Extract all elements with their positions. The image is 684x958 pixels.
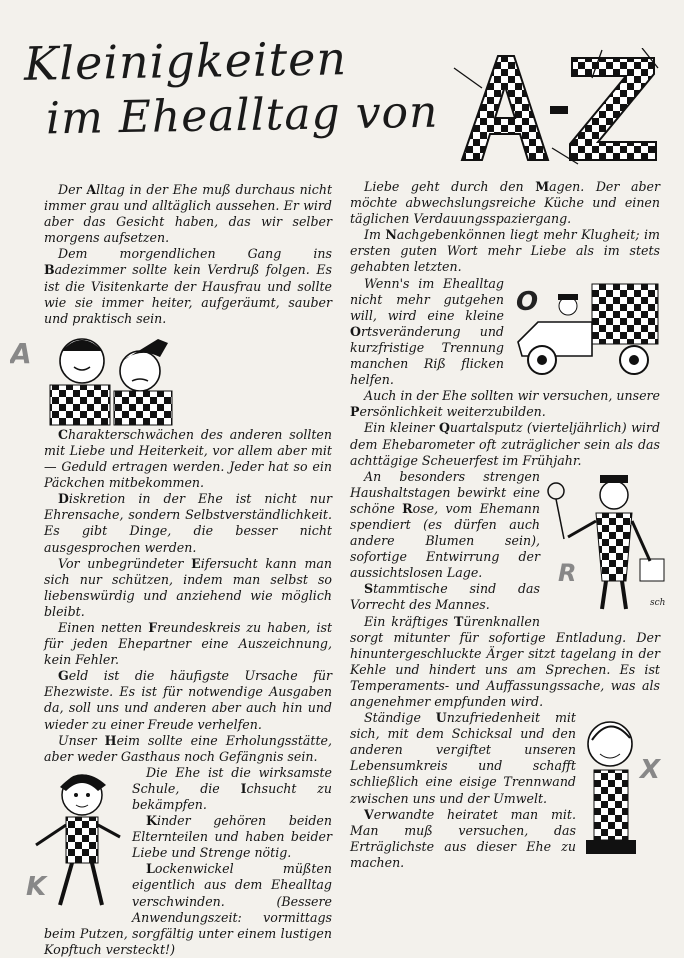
paragraph-h: Unser Heim sollte eine Erholungsstätte, aber weder Gasthaus noch Gefängnis sein. bbox=[44, 732, 332, 764]
az-logo bbox=[452, 48, 662, 166]
paragraph-q: Ein kleiner Quartalsputz (vierteljährlich) wird dem Ehebarometer oft zuträglicher sein als das achttägige Scheuerfest im Frühjahr. bbox=[350, 420, 661, 468]
paragraph-p: Auch in der Ehe sollten wir versuchen, unsere Persönlichkeit weiterzubilden. bbox=[350, 388, 660, 420]
initial-letter: U bbox=[435, 710, 447, 726]
initial-letter: E bbox=[191, 555, 201, 571]
title-line-2: im Ehealltag von bbox=[45, 86, 439, 145]
paragraph-k: Kinder gehören beiden Elternteilen und haben beider Liebe und Strenge nötig. bbox=[132, 813, 332, 861]
letter-a-mark: A bbox=[10, 336, 32, 370]
paragraph-m: Liebe geht durch den Magen. Der aber möchte abwechslungsreiche Küche und einen täglichen Verdauungsspaziergang. bbox=[350, 179, 660, 227]
initial-letter: F bbox=[148, 619, 158, 635]
initial-letter: H bbox=[104, 732, 117, 748]
initial-letter: V bbox=[364, 806, 374, 822]
initial-letter: M bbox=[535, 179, 550, 194]
illustration-child bbox=[26, 765, 130, 915]
initial-letter: K bbox=[146, 813, 157, 829]
letter-k-mark: K bbox=[26, 871, 47, 902]
illustration-bust bbox=[580, 710, 670, 860]
paragraph-u: Ständige Unzufriedenheit mit sich, mit dem Schicksal und den anderen vergiftet unseren Lebensumkreis und schafft schließlich eine eisige Trennwand zwischen uns und der Umwelt. bbox=[350, 710, 576, 806]
letter-o-mark: O bbox=[516, 286, 539, 317]
right-column bbox=[350, 179, 666, 871]
initial-letter: S bbox=[364, 581, 374, 597]
artist-signature: sch bbox=[650, 597, 666, 608]
illustration-man-with-rose bbox=[546, 469, 670, 619]
paragraph-b: Dem morgendlichen Gang ins Badezimmer sollte kein Verdruß folgen. Es ist die Visitenkarte der Hausfrau und sollte wie sie immer heiter, aufgeräumt, sauber und praktisch sein. bbox=[44, 246, 332, 326]
paragraph-i: Die Ehe ist die wirksamste Schule, die Ichsucht zu bekämpfen. bbox=[132, 764, 332, 812]
paragraph-d: Diskretion in der Ehe ist nicht nur Ehrensache, sondern Selbstverständlichkeit. Es gibt Dinge, die besser nicht ausgesprochen werden. bbox=[44, 491, 332, 555]
paragraph-o: Wenn's im Ehealltag nicht mehr gutgehen will, wird eine kleine Ortsveränderung und kurzfristige Trennung manchen Riß flicken helfen. bbox=[350, 275, 504, 388]
paragraph-r: An besonders strengen Haushaltstagen bewirkt eine schöne Rose, vom Ehemann spendiert (es dürfen auch andere Blumen sein), sofortige Entwirrung der aussichtslosen Lage. bbox=[350, 468, 540, 581]
az-dash bbox=[550, 106, 568, 114]
letter-r-mark: R bbox=[558, 558, 577, 587]
title-line-1: Kleinigkeiten bbox=[23, 31, 348, 91]
paragraph-a: Der Alltag in der Ehe muß durchaus nicht immer grau und alltäglich aussehen. Er wird aber das Gesicht haben, das wir selber morgens aufsetzen. bbox=[44, 182, 332, 246]
initial-letter: G bbox=[58, 668, 69, 684]
paragraph-g: Geld ist die häufigste Ursache für Ehezwiste. Es ist für notwendige Ausgaben da, soll uns und anderen aber auch hin und wieder zu einer Freude verhelfen. bbox=[44, 668, 332, 732]
initial-letter: O bbox=[350, 323, 361, 339]
illustration-car bbox=[508, 276, 668, 380]
az-letter-z bbox=[570, 58, 656, 160]
letter-x-mark: X bbox=[640, 755, 661, 786]
initial-letter: N bbox=[385, 227, 397, 243]
paragraph-t: Ein kräftiges Türenknallen sorgt mitunter für sofortige Entladung. Der hinuntergeschluckte Ärger sitzt tagelang in der Kehle und hindert uns am Sprechen. Es ist Temperaments- und Auffassungssache, was als angenehmer empfunden wird. bbox=[350, 613, 660, 709]
initial-letter: I bbox=[240, 780, 247, 796]
initial-letter: R bbox=[402, 500, 413, 516]
az-letter-a bbox=[462, 56, 548, 160]
initial-letter: T bbox=[454, 613, 464, 629]
initial-letter: L bbox=[146, 861, 155, 877]
paragraph-n: Im Nachgebenkönnen liegt mehr Klugheit; im ersten guten Wort mehr Liebe als im stets gehabten letzten. bbox=[350, 227, 660, 275]
initial-letter: B bbox=[44, 262, 55, 278]
paragraph-v: Verwandte heiratet man mit. Man muß versuchen, das Erträglichste aus dieser Ehe zu machen. bbox=[350, 806, 576, 870]
initial-letter: A bbox=[86, 182, 97, 197]
paragraph-e: Vor unbegründeter Eifersucht kann man sich nur schützen, indem man selbst so liebenswürdig und anziehend wie möglich bleibt. bbox=[44, 555, 333, 619]
initial-letter: P bbox=[350, 404, 360, 420]
paragraph-l: Lockenwickel müßten eigentlich aus dem Ehealltag verschwinden. (Bessere Anwendungszeit: vormittags beim Putzen, sorgfältig unter einem lustigen Kopftuch versteckt!) bbox=[44, 861, 332, 957]
initial-letter: C bbox=[58, 426, 69, 442]
left-column bbox=[10, 182, 333, 958]
illustration-couple bbox=[10, 327, 182, 427]
paragraph-s: Stammtische sind das Vorrecht des Mannes. bbox=[350, 581, 540, 613]
paragraph-f: Einen netten Freundeskreis zu haben, ist für jeden Ehepartner eine Auszeichnung, kein Fehler. bbox=[44, 619, 333, 668]
paragraph-c: Charakterschwächen des anderen sollten mit Liebe und Heiterkeit, vor allem aber mit — Geduld ertragen werden. Jeder hat so ein Päckchen mitbekommen. bbox=[44, 426, 332, 491]
initial-letter: Q bbox=[438, 420, 450, 436]
initial-letter: D bbox=[58, 491, 69, 507]
